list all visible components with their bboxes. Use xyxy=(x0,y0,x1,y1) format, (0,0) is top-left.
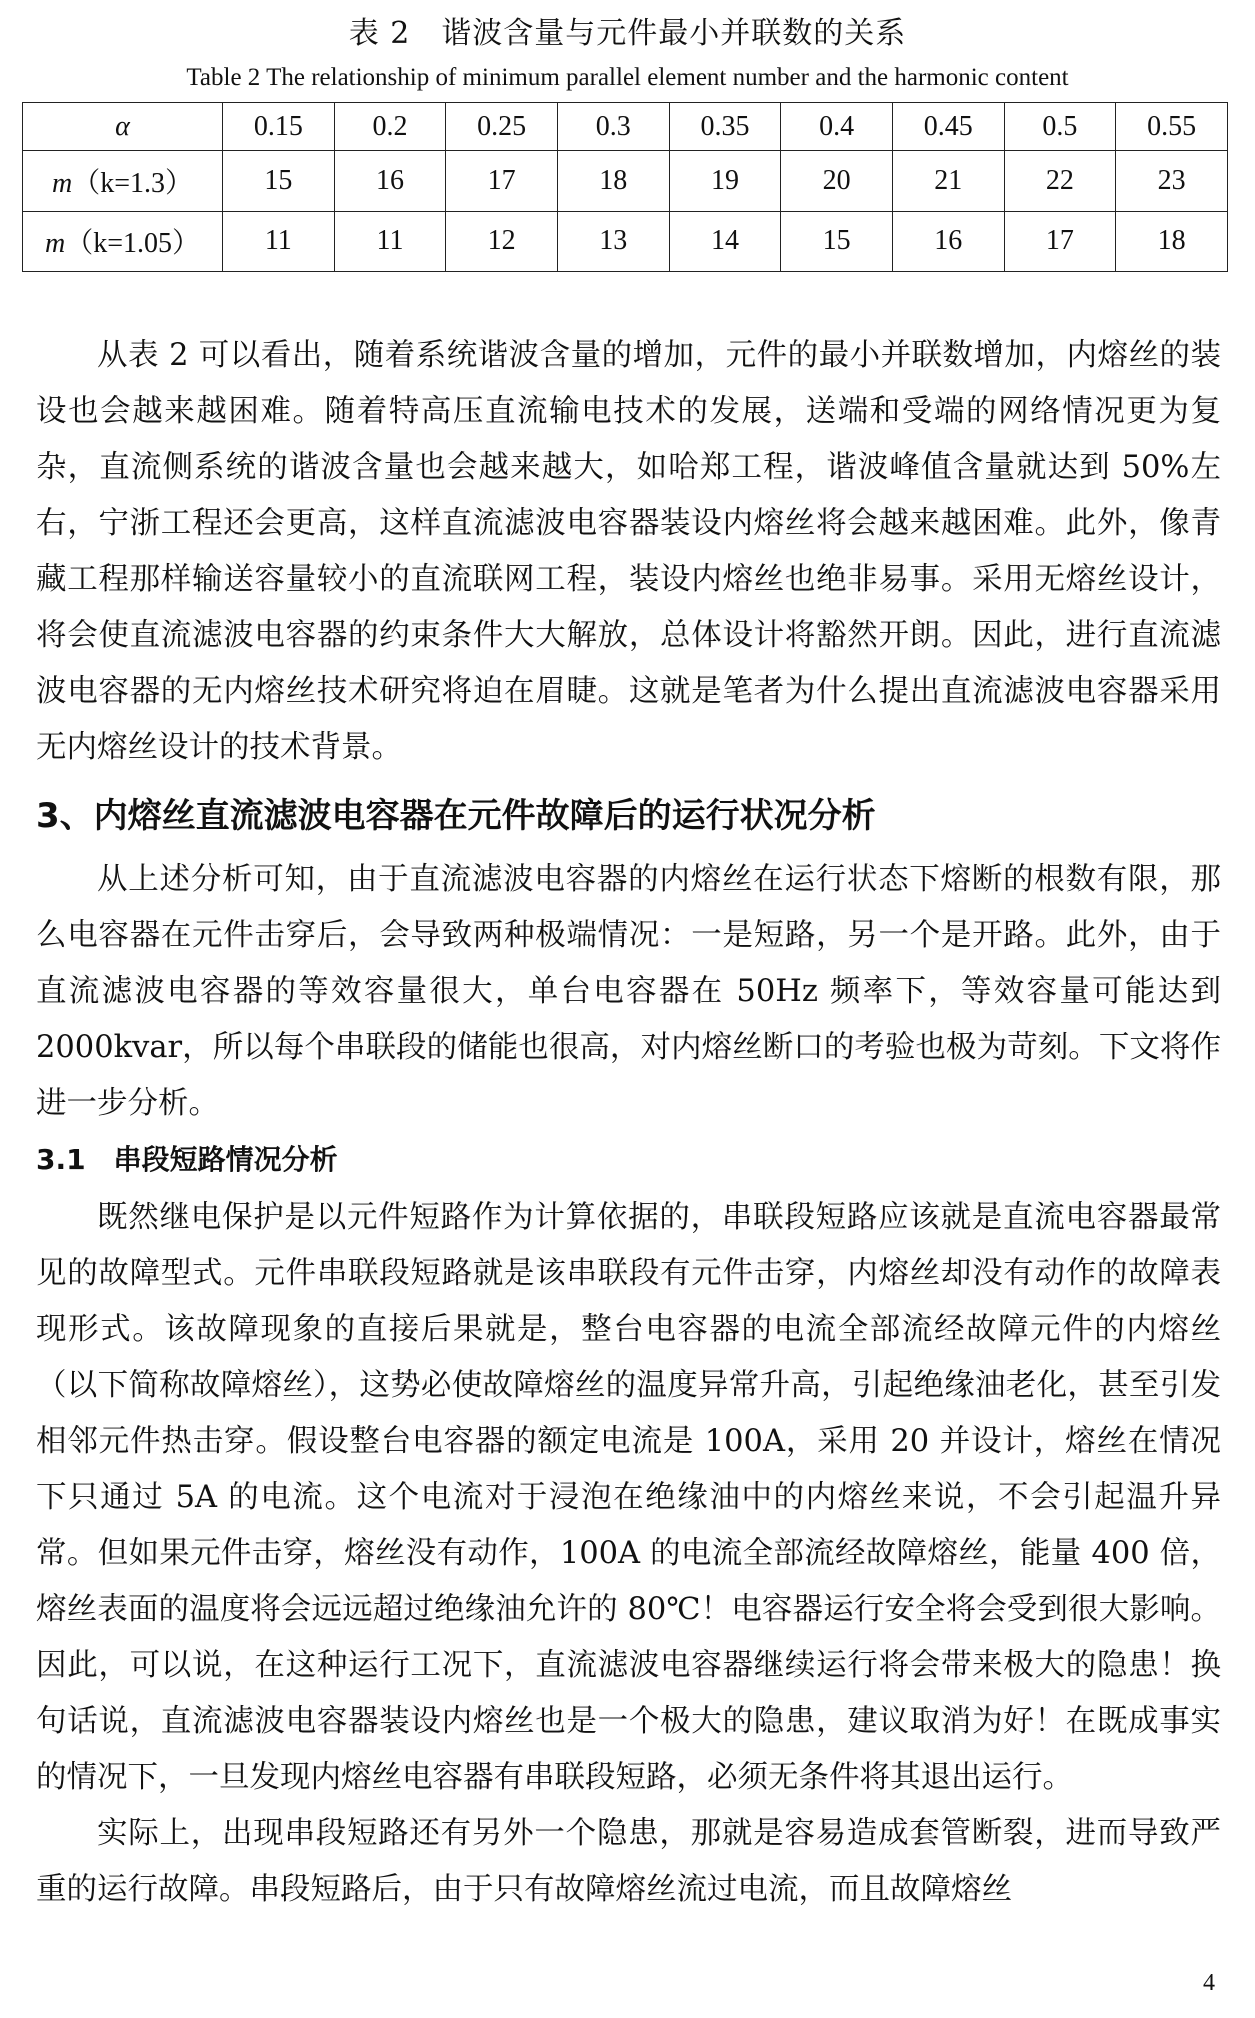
paragraph-2-block xyxy=(36,852,1221,1132)
table-cell: 22 xyxy=(1004,151,1116,211)
table-header-cell: 0.5 xyxy=(1004,103,1116,151)
section-3-1-title: 3.1 串段短路情况分析 xyxy=(36,1143,338,1176)
table-header-cell: 0.15 xyxy=(223,103,335,151)
table-cell: 17 xyxy=(1004,211,1116,271)
row-label xyxy=(23,151,223,211)
paragraph-3: 既然继电保护是以元件短路作为计算依据的，串联段短路应该就是直流电容器最常见的故障型式。元件串联段短路就是该串联段有元件击穿，内熔丝却没有动作的故障表现形式。该故障现象的直接后果就是，整台电容器的电流全部流经故障元件的内熔丝（以下简称故障熔丝），这势必使故障熔丝的温度异常升高，引起绝缘油老化，甚至引发相邻元件热击穿。假设整台电容器的额定电流是 100A，采用 20 并设计，熔丝在情况下只通过 5A 的电流。这个电流对于浸泡在绝缘油中的内熔丝来说，不会引起温升异常。但如果元件击穿，熔丝没有动作，100A 的电流全部流经故障熔丝，能量 400 倍，熔丝表面的温度将会远远超过绝缘油允许的 80℃！电容器运行安全将会受到很大影响。因此，可以说，在这种运行工况下，直流滤波电容器继续运行将会带来极大的隐患！换句话说，直流滤波电容器装设内熔丝也是一个极大的隐患，建议取消为好！在既成事实的情况下，一旦发现内熔丝电容器有串联段短路，必须无条件将其退出运行。 xyxy=(36,1200,1221,1795)
table-row xyxy=(23,211,1228,271)
table-cell: 12 xyxy=(446,211,558,271)
paragraph-2: 从上述分析可知，由于直流滤波电容器的内熔丝在运行状态下熔断的根数有限，那么电容器在元件击穿后，会导致两种极端情况：一是短路，另一个是开路。此外，由于直流滤波电容器的等效容量很大，单台电容器在 50Hz 频率下，等效容量可能达到 2000kvar，所以每个串联段的储能也很高，对内熔丝断口的考验也极为苛刻。下文将作进一步分析。 xyxy=(36,862,1221,1121)
table-cell: 21 xyxy=(892,151,1004,211)
table-cell: 13 xyxy=(557,211,669,271)
table-cell: 20 xyxy=(781,151,893,211)
table-cell: 18 xyxy=(1116,211,1228,271)
table-cell: 15 xyxy=(223,151,335,211)
row-cond: （k=1.3） xyxy=(72,168,194,200)
paragraph-1-block xyxy=(36,328,1221,776)
table-cell: 16 xyxy=(334,151,446,211)
table-header-cell: 0.45 xyxy=(892,103,1004,151)
row-var: m xyxy=(44,228,66,260)
table-header-cell: 0.2 xyxy=(334,103,446,151)
table-cell: 19 xyxy=(669,151,781,211)
table-cell: 11 xyxy=(334,211,446,271)
table-header-cell: 0.25 xyxy=(446,103,558,151)
paragraph-4: 实际上，出现串段短路还有另外一个隐患，那就是容易造成套管断裂，进而导致严重的运行故障。串段短路后，由于只有故障熔丝流过电流，而且故障熔丝 xyxy=(36,1816,1221,1907)
row-var: m xyxy=(51,168,73,200)
table-header-cell: 0.35 xyxy=(669,103,781,151)
table-header-alpha: α xyxy=(23,103,223,151)
table-header-cell: 0.3 xyxy=(557,103,669,151)
table-cell: 18 xyxy=(557,151,669,211)
paragraph-1: 从表 2 可以看出，随着系统谐波含量的增加，元件的最小并联数增加，内熔丝的装设也会越来越困难。随着特高压直流输电技术的发展，送端和受端的网络情况更为复杂，直流侧系统的谐波含量也会越来越大，如哈郑工程，谐波峰值含量就达到 50%左右，宁浙工程还会更高，这样直流滤波电容器装设内熔丝将会越来越困难。此外，像青藏工程那样输送容量较小的直流联网工程，装设内熔丝也绝非易事。采用无熔丝设计，将会使直流滤波电容器的约束条件大大解放，总体设计将豁然开朗。因此，进行直流滤波电容器的无内熔丝技术研究将迫在眉睫。这就是笔者为什么提出直流滤波电容器采用无内熔丝设计的技术背景。 xyxy=(36,338,1221,765)
page-number: 4 xyxy=(1203,1970,1215,1996)
paragraph-3-block xyxy=(36,1190,1221,1918)
table-header-cell: 0.55 xyxy=(1116,103,1228,151)
table-row xyxy=(23,151,1228,211)
row-label xyxy=(23,211,223,271)
table-header-cell: 0.4 xyxy=(781,103,893,151)
table-cell: 11 xyxy=(223,211,335,271)
harmonic-table xyxy=(22,102,1228,272)
row-cond: （k=1.05） xyxy=(65,228,201,260)
table-cell: 15 xyxy=(781,211,893,271)
table-cell: 16 xyxy=(892,211,1004,271)
table-caption-cn: 表 2 谐波含量与元件最小并联数的关系 xyxy=(348,16,907,51)
table-cell: 23 xyxy=(1116,151,1228,211)
table-header-row xyxy=(23,103,1228,151)
section-3-title: 3、内熔丝直流滤波电容器在元件故障后的运行状况分析 xyxy=(36,796,876,836)
table-cell: 17 xyxy=(446,151,558,211)
table-caption-en: Table 2 The relationship of minimum parallel element number and the harmonic content xyxy=(186,64,1069,91)
table-cell: 14 xyxy=(669,211,781,271)
